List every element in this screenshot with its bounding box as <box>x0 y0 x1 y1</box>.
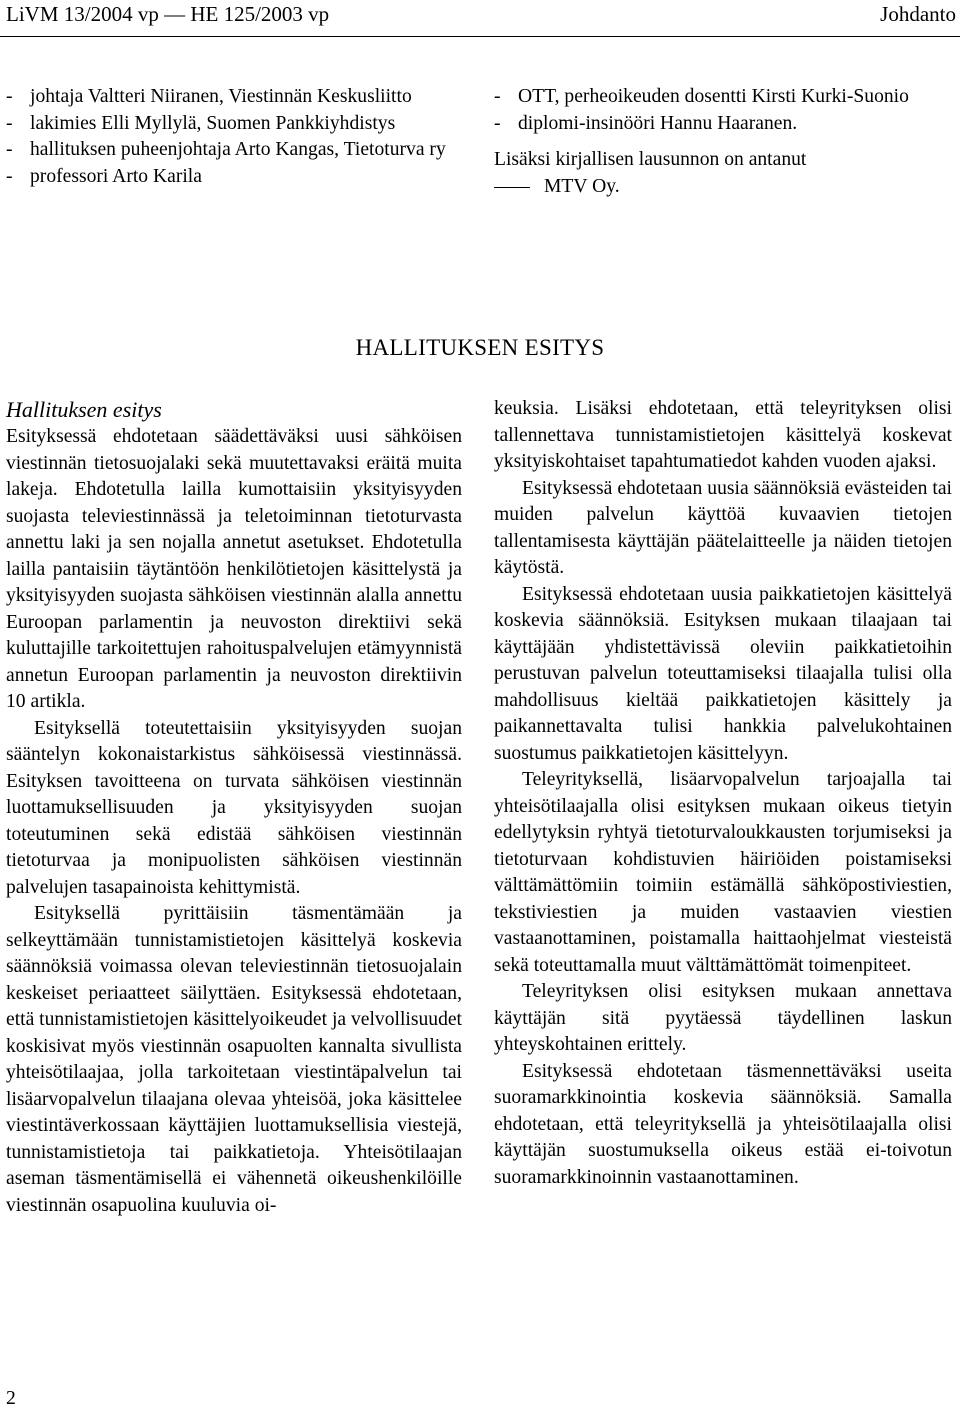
written-statement-entity: MTV Oy. <box>544 175 620 197</box>
document-reference: LiVM 13/2004 vp — HE 125/2003 vp <box>6 2 330 26</box>
list-item: - professori Arto Karila <box>6 164 454 191</box>
dash-mark <box>494 187 530 188</box>
body-paragraph: Esityksessä ehdotetaan uusia säännöksiä evästeiden tai muiden palvelun käyttöä kuvaavien tietojen tallentamisesta käyttäjän päätelaitteelle ja näiden tietojen käytöstä. <box>494 477 952 578</box>
body-paragraph: Esityksessä ehdotetaan täsmennettäväksi useita suoramarkkinointia koskevia säännöksiä. Samalla ehdotetaan, että teleyrityksellä ja yhteisötilaajalla olisi käyttäjän suostumuksella oikeus estää ei-toivotun suoramarkkinoinnin vastaanottaminen. <box>494 1060 952 1188</box>
subheading: Hallituksen esitys <box>6 397 162 422</box>
written-statement-item <box>494 174 952 201</box>
page-header <box>0 0 960 38</box>
list-item: - johtaja Valtteri Niiranen, Viestinnän Keskusliitto <box>6 84 454 111</box>
list-item: - hallituksen puheenjohtaja Arto Kangas, Tietoturva ry <box>6 137 454 164</box>
section-title: HALLITUKSEN ESITYS <box>355 335 605 360</box>
experts-list-left <box>6 84 454 190</box>
body-column-right <box>494 396 952 1191</box>
body-paragraph: keuksia. Lisäksi ehdotetaan, että teleyrityksen olisi tallennettava tunnistamistietojen käsittelyä koskevat yksityiskohtaiset tapahtumatiedot kahden vuoden ajaksi. <box>494 398 952 472</box>
body-paragraph: Esityksellä pyrittäisiin täsmentämään ja selkeyttämään tunnistamistietojen käsittelyä koskevia säännöksiä voimassa olevan televiestinnän tietosuojalain keskeiset periaatteet säilyttäen. Esityksessä ehdotetaan, että tunnistamistietojen käsittelyoikeudet ja velvollisuudet koskisivat myös viestinnän osapuolten kannalta sivullista yhteisötilaajaa, jolla tarkoitetaan viestintäpalvelun tai lisäarvopalvelun tilaajana olevaa yhteisöä, joka käsittelee viestintäverkossaan käyttäjien luottamuksellisia viestejä, tunnistamistietoja tai paikkatietoja. Yhteisötilaajan aseman täsmentämisellä ei vähennetä oikeushenkilöille viestinnän osapuolina kuuluvia oi- <box>6 903 463 1216</box>
body-paragraph: Teleyrityksen olisi esityksen mukaan annettava käyttäjän sitä pyytäessä täydellinen laskun yhteyskohtainen erittely. <box>494 981 952 1055</box>
list-item: - diplomi-insinööri Hannu Haaranen. <box>494 111 952 138</box>
body-paragraph: Esityksellä toteutettaisiin yksityisyyden suojan sääntelyn kokonaistarkistus sähköisessä viestinnässä. Esityksen tavoitteena on turvata sähköisen viestinnän luottamuksellisuuden ja yksityisyyden suojan toteutuminen sekä edistää sähköisen viestinnän tietoturvaa ja monipuolisten sähköisen viestinnän palvelujen tasapainoista kehittymistä. <box>6 717 462 898</box>
experts-list-right <box>494 84 952 200</box>
body-paragraph: Esityksessä ehdotetaan säädettäväksi uusi sähköisen viestinnän tietosuojalaki sekä muutettavaksi eräitä muita lakeja. Ehdotetulla lailla kumottaisiin yksityisyyden suojasta televiestinnässä ja teletoiminnan tietoturvasta annettu laki ja sen nojalla annetut asetukset. Ehdotetulla lailla pantaisiin täytäntöön henkilötietojen käsittelystä ja yksityisyyden suojasta sähköisen viestinnän alalla annettu Euroopan parlamentin ja neuvoston direktiivi sekä kuluttajille tarkoitettujen rahoituspalvelujen etämyynnistä annetun Euroopan parlamentin ja neuvoston direktiivin 10 artikla. <box>6 426 462 712</box>
body-column-left <box>6 396 462 1219</box>
list-item: - lakimies Elli Myllylä, Suomen Pankkiyhdistys <box>6 111 454 138</box>
list-item: - OTT, perheoikeuden dosentti Kirsti Kurki-Suonio <box>494 84 952 111</box>
section-name: Johdanto <box>880 2 956 26</box>
body-paragraph: Esityksessä ehdotetaan uusia paikkatietojen käsittelyä koskevia säännöksiä. Esityksen mukaan tilaajaan tai käyttäjään yhdistettävissä oleviin paikkatietoihin perustuvan palvelun toteuttamiseksi tilaajalla tulisi olla mahdollisuus kieltää paikkatietojen käsittely ja paikannettavalta tulisi hankkia palvelukohtainen suostumus paikkatietojen käsittelyyn. <box>494 583 952 764</box>
page-number: 2 <box>6 1388 16 1409</box>
written-statement-intro: Lisäksi kirjallisen lausunnon on antanut <box>494 149 807 170</box>
header-rule <box>0 36 960 37</box>
body-paragraph: Teleyrityksellä, lisäarvopalvelun tarjoajalla tai yhteisötilaajalla olisi esityksen mukaan oikeus tietyin edellytyksin ryhtyä tietoturvaloukkausten torjumiseksi ja tietoturvaan kohdistuvien häiriöiden poistamiseksi välttämättömiin toimiin estämällä sähköpostiviestien, tekstiviestien ja muiden vastaavien viestien vastaanottaminen, poistamalla haittaohjelmat viesteistä sekä toteuttamalla muut välttämättömät toimenpiteet. <box>494 769 952 976</box>
